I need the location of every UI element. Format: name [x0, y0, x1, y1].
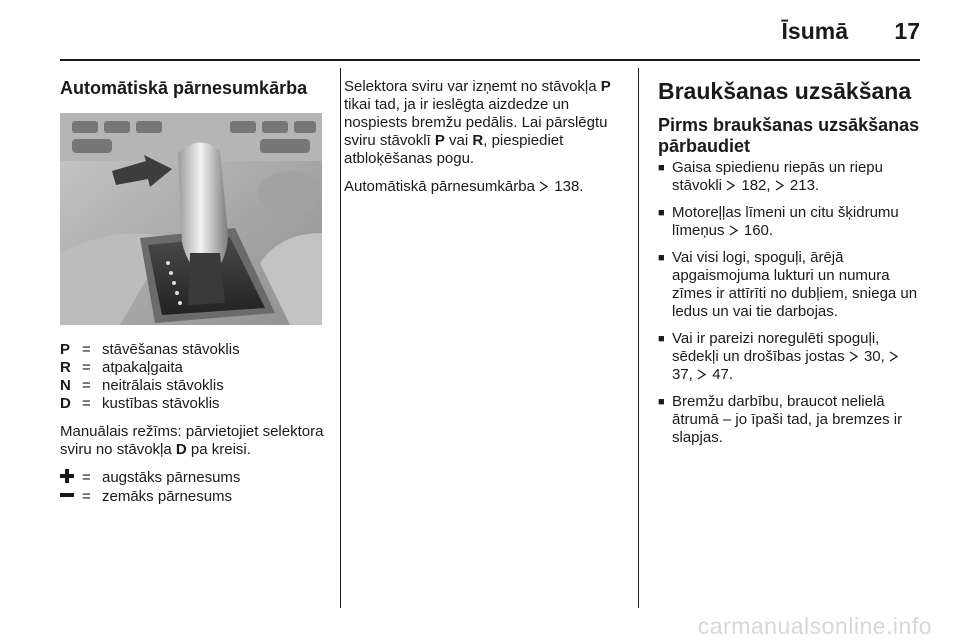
column-right	[658, 78, 924, 456]
column-middle	[344, 78, 628, 196]
manual-mode-text	[60, 423, 325, 459]
page-header	[0, 0, 960, 62]
subsection-heading: Pirms braukšanas uzsākšanas pārbaudiet	[658, 115, 920, 156]
page-reference: 37,	[672, 366, 693, 383]
legend-eq: =	[82, 469, 91, 486]
legend-key: D	[60, 395, 71, 412]
checklist-text	[672, 330, 924, 384]
manual-key: D	[175, 441, 187, 458]
bullet-icon: ■	[658, 252, 665, 264]
page-reference-icon	[539, 178, 550, 196]
legend-row	[60, 395, 325, 413]
plus-icon	[60, 469, 82, 488]
legend-text: augstāks pārnesums	[102, 469, 241, 486]
page-reference-icon	[849, 348, 860, 366]
legend-eq: =	[82, 341, 91, 358]
text-part: Gaisa spiedienu riepās un riepu stāvokli	[672, 159, 883, 194]
shift-legend-row	[60, 469, 325, 488]
legend-eq: =	[82, 395, 91, 412]
gear-key: P	[434, 132, 445, 149]
bullet-icon: ■	[658, 207, 665, 219]
gear-key: P	[600, 78, 611, 95]
legend-row	[60, 341, 325, 359]
page-reference: 138.	[554, 178, 584, 195]
checklist-item	[658, 249, 924, 321]
page-reference: 182,	[741, 177, 771, 194]
page-title: Īsumā	[781, 18, 848, 44]
text-part: Motoreļļas līmeni un citu šķidrumu līmeņus	[672, 204, 899, 239]
legend-key: N	[60, 377, 71, 394]
page-reference: 30,	[863, 348, 885, 365]
text-part: tikai tad, ja ir ieslēgta aizdedze un nospiests bremžu pedālis. Lai pārslēgtu sviru stāvoklī	[344, 96, 608, 149]
legend-eq: =	[82, 377, 91, 394]
gear-key: R	[472, 132, 484, 149]
section-heading: Automātiskā pārnesumkārba	[60, 78, 308, 98]
manual-text-part: Manuālais režīms: pārvietojiet selektora sviru no stāvokļa	[60, 423, 324, 458]
shift-legend-row	[60, 488, 325, 507]
checklist-item	[658, 159, 924, 195]
legend-key: P	[60, 341, 71, 358]
legend-row	[60, 377, 325, 395]
checklist-text: Bremžu darbību, braucot nelielā ātrumā – jo īpaši tad, ja bremzes ir slapjas.	[672, 393, 903, 446]
cross-reference-paragraph	[344, 178, 628, 196]
legend-eq: =	[82, 359, 91, 376]
page-reference: 160.	[743, 222, 774, 239]
text-part: , piespiediet atbloķēšanas pogu.	[344, 132, 564, 167]
page-reference-icon	[726, 177, 737, 195]
page-reference-icon	[697, 366, 708, 384]
checklist-item	[658, 393, 924, 447]
minus-icon	[60, 488, 82, 507]
checklist-text	[672, 159, 924, 195]
page-reference: 213.	[789, 177, 820, 194]
selector-paragraph	[344, 78, 628, 168]
gear-legend	[60, 341, 325, 413]
legend-text: atpakaļgaita	[102, 359, 183, 376]
page-reference-icon	[729, 222, 740, 240]
checklist-item	[658, 204, 924, 240]
manual-text-part: pa kreisi.	[186, 441, 251, 458]
text-part: Vai ir pareizi noregulēti spoguļi, sēdekļi un drošības jostas	[672, 330, 880, 365]
column-left	[60, 78, 325, 507]
section-heading: Braukšanas uzsākšana	[658, 78, 912, 104]
bullet-icon: ■	[658, 162, 665, 174]
legend-text: neitrālais stāvoklis	[102, 377, 224, 394]
legend-row	[60, 359, 325, 377]
bullet-icon: ■	[658, 333, 665, 345]
page-number: 17	[894, 18, 920, 44]
bullet-icon: ■	[658, 396, 665, 408]
gear-selector-photo	[60, 113, 322, 325]
legend-text: zemāks pārnesums	[102, 488, 233, 505]
watermark: carmanualsonline.info	[697, 613, 932, 639]
text-part: Selektora sviru var izņemt no stāvokļa	[344, 78, 601, 95]
page-reference-icon	[775, 177, 786, 195]
page-reference: 47.	[712, 366, 734, 383]
page-reference-icon	[889, 348, 900, 366]
legend-text: stāvēšanas stāvoklis	[102, 341, 240, 358]
text-part: vai	[444, 132, 473, 149]
header-divider	[60, 59, 920, 61]
column-divider-2	[638, 68, 639, 608]
column-divider-1	[340, 68, 341, 608]
checklist-text	[672, 204, 924, 240]
legend-text: kustības stāvoklis	[102, 395, 220, 412]
text-part: Automātiskā pārnesumkārba	[344, 178, 535, 195]
checklist-text: Vai visi logi, spoguļi, ārējā apgaismojuma lukturi un numura zīmes ir attīrīti no dubļiem, sniega un ledus un vai tie darbojas.	[672, 249, 918, 320]
legend-eq: =	[82, 488, 91, 505]
checklist-item	[658, 330, 924, 384]
legend-key: R	[60, 359, 71, 376]
